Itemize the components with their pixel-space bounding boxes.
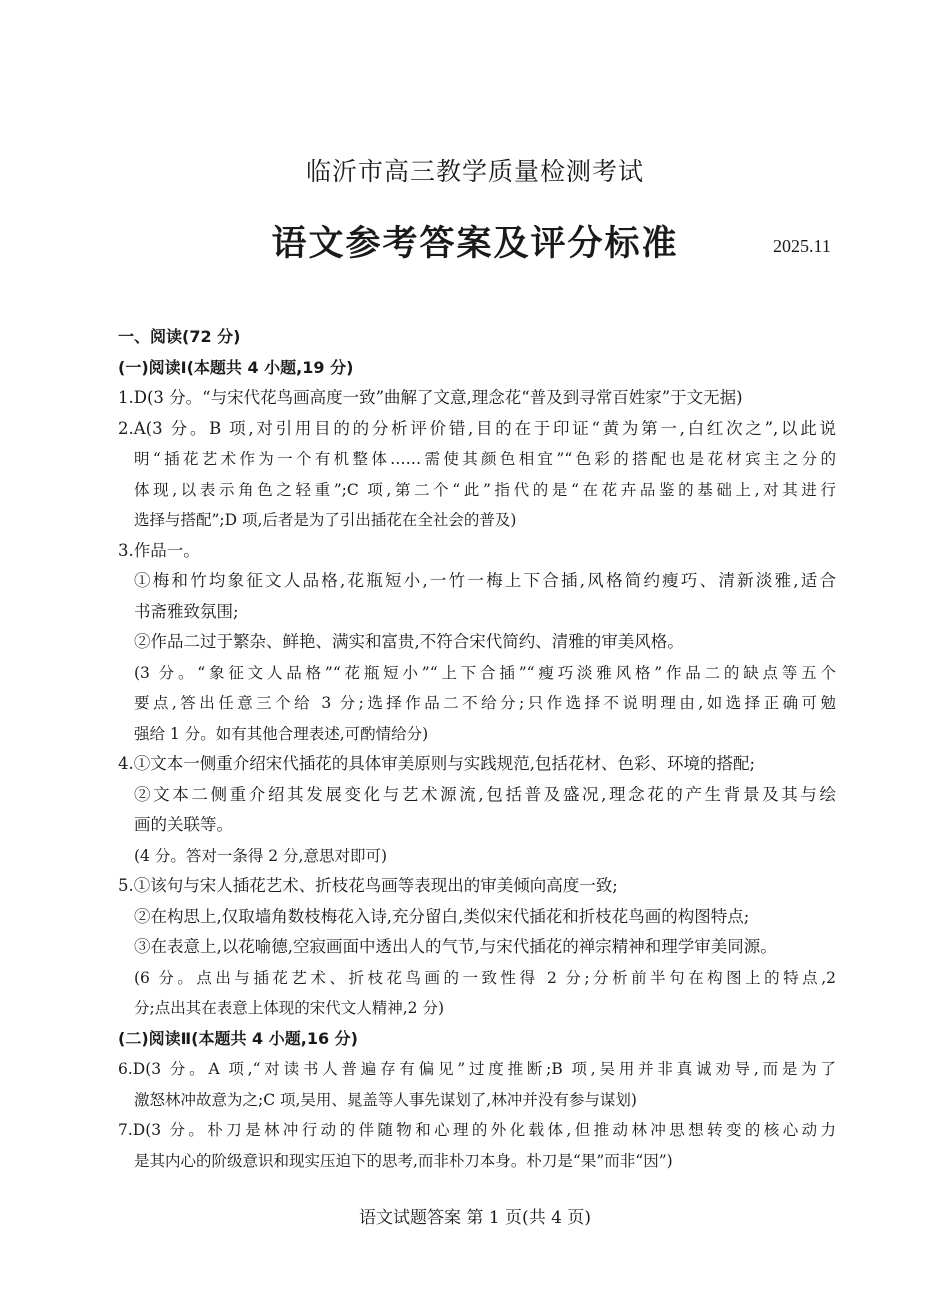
answer-line: 强给 1 分。如有其他合理表述,可酌情给分) xyxy=(134,724,429,743)
answer-line: 明“插花艺术作为一个有机整体……需使其颜色相宜”“色彩的搭配也是花材宾主之分的 xyxy=(134,450,836,468)
answer-line: 5.①该句与宋人插花艺术、折枝花鸟画等表现出的审美倾向高度一致; xyxy=(118,876,618,895)
answer-line: 1.D(3 分。“与宋代花鸟画高度一致”曲解了文意,理念花“普及到寻常百姓家”于文无据) xyxy=(118,388,743,407)
answer-line: 是其内心的阶级意识和现实压迫下的思考,而非朴刀本身。朴刀是“果”而非“因”) xyxy=(134,1151,673,1170)
answer-line: 激怒林冲故意为之;C 项,吴用、晁盖等人事先谋划了,林冲并没有参与谋划) xyxy=(134,1090,637,1109)
exam-date: 2025.11 xyxy=(773,236,831,256)
answer-line: 6.D(3 分。A 项,“对读书人普遍存有偏见”过度推断;B 项,吴用并非真诚劝导,而是为了 xyxy=(118,1060,836,1078)
answer-line: 画的关联等。 xyxy=(134,815,233,834)
answer-line: 分;点出其在表意上体现的宋代文人精神,2 分) xyxy=(134,999,444,1017)
answer-line: ②作品二过于繁杂、鲜艳、满实和富贵,不符合宋代简约、清雅的审美风格。 xyxy=(134,632,684,651)
answer-line: 体现,以表示角色之轻重”;C 项,第二个“此”指代的是“在花卉品鉴的基础上,对其进行 xyxy=(134,480,836,499)
page-footer: 语文试题答案 第 1 页(共 4 页) xyxy=(359,1208,591,1228)
section-heading: 一、阅读(72 分) xyxy=(118,327,241,346)
exam-subtitle: 临沂市高三教学质量检测考试 xyxy=(305,157,644,186)
answer-line: 7.D(3 分。朴刀是林冲行动的伴随物和心理的外化载体,但推动林冲思想转变的核心动力 xyxy=(118,1121,836,1139)
answer-line: ③在表意上,以花喻德,空寂画面中透出人的气节,与宋代插花的禅宗精神和理学审美同源。 xyxy=(134,937,777,956)
answer-line: (6 分。点出与插花艺术、折枝花鸟画的一致性得 2 分;分析前半句在构图上的特点,2 xyxy=(134,968,836,987)
answer-line: 书斋雅致氛围; xyxy=(134,601,239,621)
answer-line: ②在构思上,仅取墙角数枝梅花入诗,充分留白,类似宋代插花和折枝花鸟画的构图特点; xyxy=(134,906,750,926)
answer-line: ②文本二侧重介绍其发展变化与艺术源流,包括普及盛况,理念花的产生背景及其与绘 xyxy=(134,784,836,804)
answer-line: 3.作品一。 xyxy=(118,540,200,560)
subsection-heading: (二)阅读Ⅱ(本题共 4 小题,16 分) xyxy=(118,1028,358,1048)
answer-line: 2.A(3 分。B 项,对引用目的的分析评价错,目的在于印证“黄为第一,白红次之”,以此说 xyxy=(118,418,836,438)
answer-line: 4.①文本一侧重介绍宋代插花的具体审美原则与实践规范,包括花材、色彩、环境的搭配; xyxy=(118,754,756,773)
answer-line: (4 分。答对一条得 2 分,意思对即可) xyxy=(134,846,388,865)
answer-line: ①梅和竹均象征文人品格,花瓶短小,一竹一梅上下合插,风格简约瘦巧、清新淡雅,适合 xyxy=(134,571,836,590)
answer-content xyxy=(118,322,836,1176)
subsection-heading: (一)阅读Ⅰ(本题共 4 小题,19 分) xyxy=(118,357,354,377)
page-title: 语文参考答案及评分标准 xyxy=(271,224,679,264)
answer-line: 选择与搭配”;D 项,后者是为了引出插花在全社会的普及) xyxy=(134,511,517,529)
answer-line: (3 分。“象征文人品格”“花瓶短小”“上下合插”“瘦巧淡雅风格”作品二的缺点等五个 xyxy=(134,663,836,682)
answer-line: 要点,答出任意三个给 3 分;选择作品二不给分;只作选择不说明理由,如选择正确可勉 xyxy=(134,694,836,712)
